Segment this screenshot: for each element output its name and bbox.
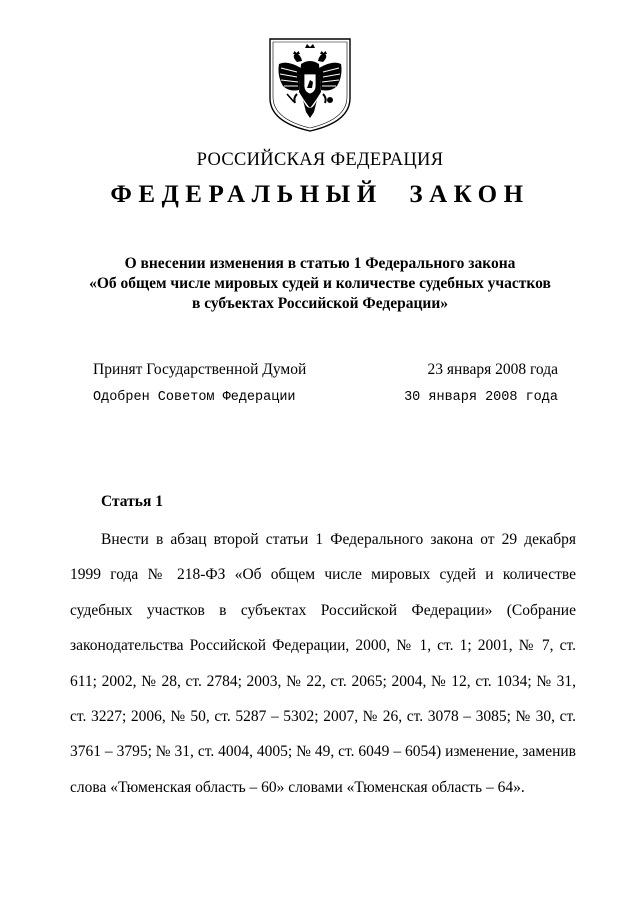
law-title-line: О внесении изменения в статью 1 Федерального закона: [124, 255, 516, 272]
council-approval-label: Одобрен Советом Федерации: [93, 390, 296, 405]
council-approval-date: 30 января 2008 года: [404, 390, 558, 405]
country-name: РОССИЙСКАЯ ФЕДЕРАЦИЯ: [196, 150, 444, 170]
duma-adoption-date: 23 января 2008 года: [427, 361, 558, 378]
law-title-line: в субъектах Российской Федерации»: [191, 295, 449, 312]
law-title: [60, 254, 580, 314]
duma-adoption-label: Принят Государственной Думой: [93, 361, 307, 378]
law-title-line: «Об общем числе мировых судей и количестве судебных участков: [89, 275, 551, 292]
article-text: Внести в абзац второй статьи 1 Федерального закона от 29 декабря 1999 года № 218-ФЗ «Об общем числе мировых судей и количестве судебных участков в субъектах Российской Федерации» (Собрание законодательства Российской Федерации, 2000, № 1, ст. 1; 2001, № 7, ст. 611; 2002, № 28, ст. 2784; 2003, № 22, ст. 2065; 2004, № 12, ст. 1034; № 31, ст. 3227; 2006, № 50, ст. 5287 – 5302; 2007, № 26, ст. 3078 – 3085; № 30, ст. 3761 – 3795; № 31, ст. 4004, 4005; № 49, ст. 6049 – 6054) изменение, заменив слова «Тюменская область – 60» словами «Тюменская область – 64».: [70, 531, 576, 796]
document-type: ФЕДЕРАЛЬНЫЙ ЗАКОН: [110, 181, 530, 208]
coat-of-arms-icon: [267, 36, 353, 134]
article-heading: Статья 1: [101, 493, 163, 510]
